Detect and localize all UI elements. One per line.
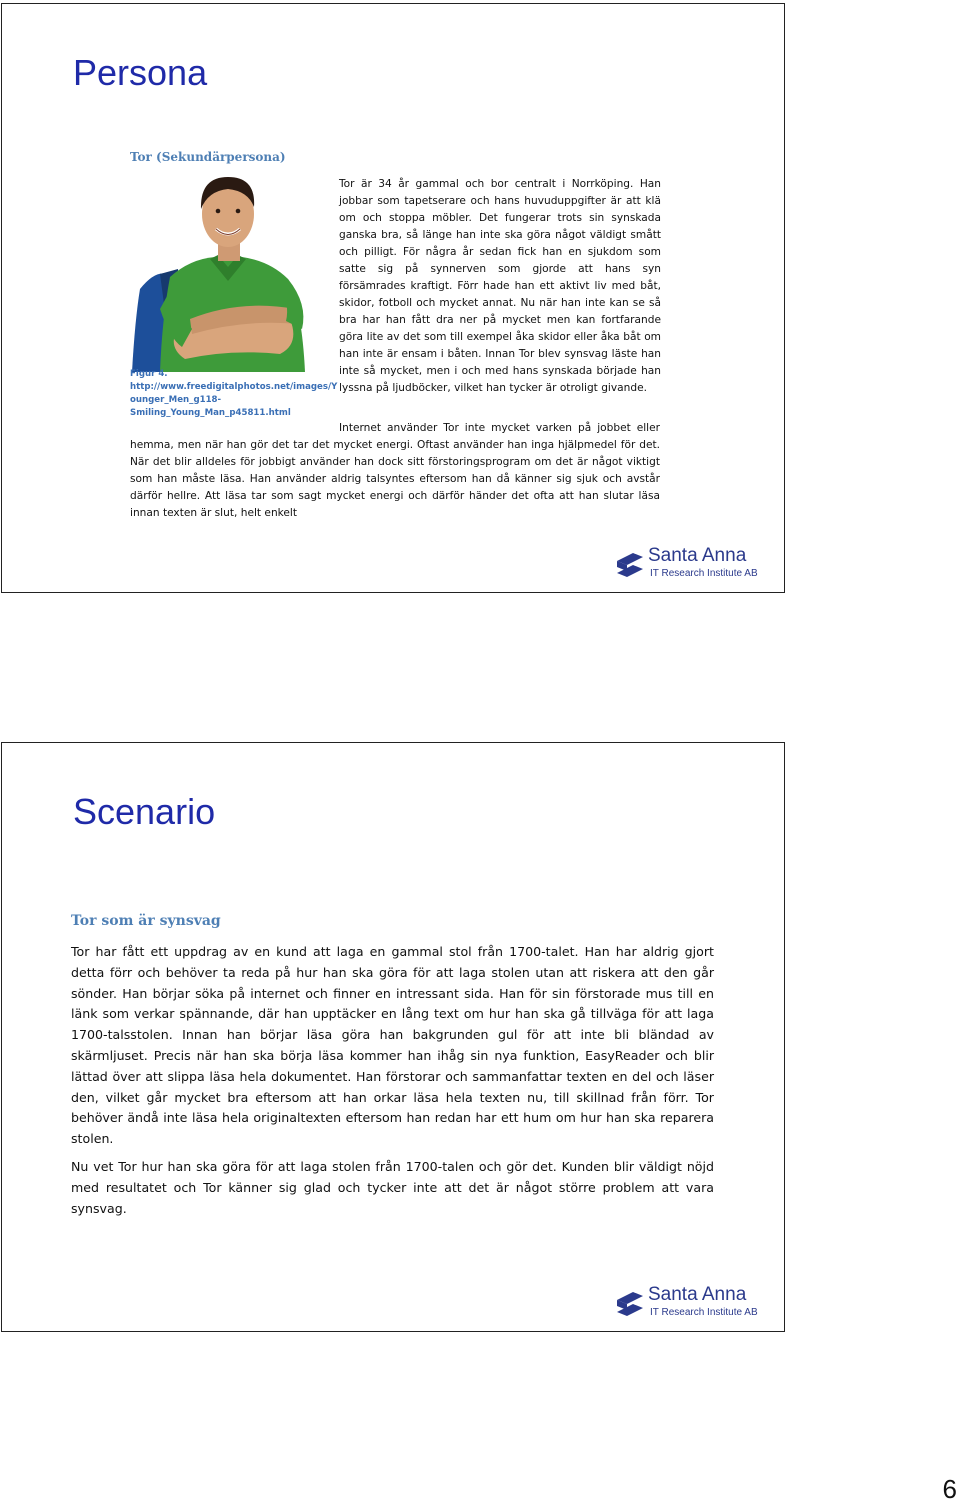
scenario-paragraph: Nu vet Tor hur han ska göra för att laga stolen från 1700-talen och gör det. Kunden blir väldigt nöjd med resultatet och Tor känner sig glad och tycker inte att det är något större problem att vara synsvag.	[71, 1159, 714, 1216]
scenario-heading: Tor som är synsvag	[71, 913, 221, 929]
page-number: 6	[942, 1474, 957, 1504]
slide-title: Scenario	[73, 791, 216, 832]
company-logo	[595, 1276, 783, 1330]
persona-photo	[130, 169, 324, 372]
caption-line: Smiling_Young_Man_p45811.html	[130, 408, 291, 418]
persona-heading: Tor (Sekundärpersona)	[130, 150, 286, 164]
scenario-paragraph: Tor har fått ett uppdrag av en kund att laga en gammal stol från 1700-talet. Han har aldrig gjort detta förr och behöver ta reda på hur han ska göra för att laga stolen utan att riskera att den går sönder. Han börjar söka på internet och finner en intressant sida. Han för sin förstorade mus till en länk som verkar spännande, där han upptäcker en lång text om hur han ska gå tillväga för att laga 1700-talsstolen. Innan han börjar läsa göra han bakgrunden gul för att inte bli bländad av skärmljuset. Precis när han ska börja läsa kommer han ihåg sin nya funktion, EasyReader och blir lättad över att slippa läsa hela dokumentet. Han förstorar och sammanfattar texten en del och läser den, vilket går mycket bra eftersom att han orkar läsa hela texten nu, till skillnad från förr. Tor behöver ändå inte läsa hela originaltexten eftersom han redan har ett hum om hur han ska reparera stolen.	[71, 944, 714, 1147]
company-logo	[595, 537, 783, 591]
logo-subtitle: IT Research Institute AB	[650, 1307, 758, 1318]
slide-persona	[1, 3, 785, 593]
photo-caption	[130, 368, 337, 420]
logo-mark-icon	[615, 551, 645, 579]
logo-subtitle: IT Research Institute AB	[650, 568, 758, 579]
slide-title: Persona	[73, 52, 208, 93]
persona-description: Tor är 34 år gammal och bor centralt i Norrköping. Han jobbar som tapetserare och hans huvuduppgifter är att klä om och stoppa möbler. Det fungerar trots sin synskada ganska bra, så länge han inte ska göra något väldigt smått och pilligt. För några år sedan fick han en sjukdom som satte sig på synnerven som gjorde att hans syn försämrades kraftigt. Förr hade han ett aktivt liv med båt, skidor, fotboll och mycket annat. Nu när han inte kan se så bra har han fått dra ner på mycket men kan fortfarande göra lite av det som till exempel åka skidor eller åka båt om han inte är ensam i båten. Innan Tor blev synsvag läste han inte så mycket, men i och med hans synskada började han lyssna på ljudböcker, vilket han tycker är otroligt givande.	[339, 178, 661, 394]
slide-scenario	[1, 742, 785, 1332]
logo-name: Santa Anna	[648, 1284, 747, 1305]
logo-name: Santa Anna	[648, 545, 747, 566]
caption-line: http://www.freedigitalphotos.net/images/Y	[130, 382, 338, 392]
caption-line: Figur 4.	[130, 369, 168, 379]
caption-line: ounger_Men_g118-	[130, 395, 222, 405]
logo-mark-icon	[615, 1290, 645, 1318]
persona-internet-text: Internet använder Tor inte mycket varken på jobbet eller hemma, men när han gör det tar det mycket energi. Oftast använder han inga hjälpmedel för det. När det blir alldeles för jobbigt använder han dock sitt förstoringsprogram om det är något viktigt som han måste läsa. Han använder aldrig talsyntes eftersom han då känner sig sjuk och avstår därför hellre. Att läsa tar som sagt mycket energi och därför händer det ofta att han slutar läsa innan texten är slut, helt enkelt	[130, 422, 660, 519]
